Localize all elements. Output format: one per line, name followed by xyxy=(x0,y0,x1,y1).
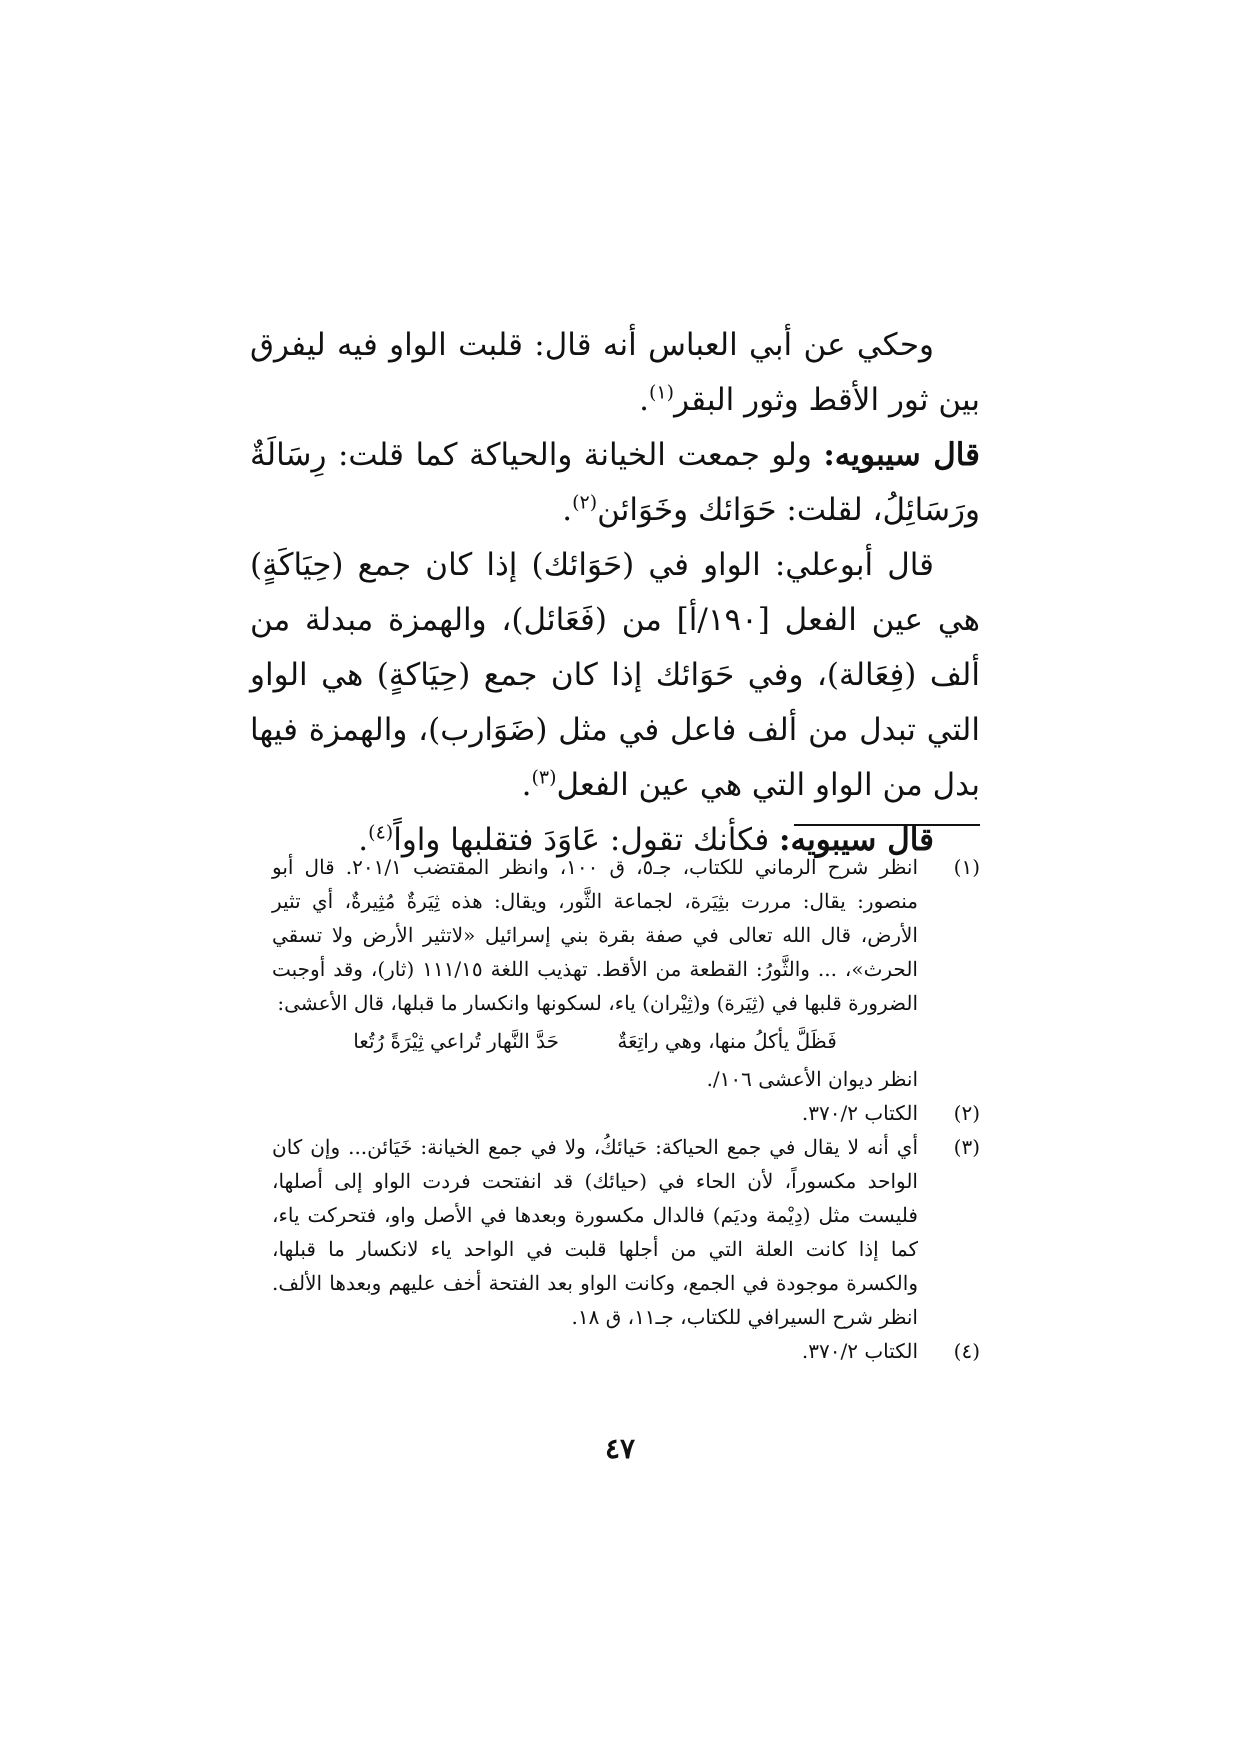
footnote-ref-2: (٢) xyxy=(572,491,598,514)
paragraph-1 xyxy=(250,318,980,428)
paragraph-1-text: وحكي عن أبي العباس أنه قال: قلبت الواو فيه ليفرق بين ثور الأقط وثور البقر xyxy=(250,327,980,418)
paragraph-2-lead: قال سيبويه: xyxy=(823,437,980,473)
paragraph-4-lead: قال سيبويه: xyxy=(779,822,934,858)
footnote-ref-3: (٣) xyxy=(531,766,557,789)
footnote-ref-1: (١) xyxy=(649,381,675,404)
verse-first-hemistich: فَظَلَّ يأكلُ منها، وهي راتِعَةٌ xyxy=(617,1029,837,1053)
footnote-3 xyxy=(272,1130,980,1334)
footnote-4-text: الكتاب ٣٧٠/٢. xyxy=(801,1339,918,1363)
paragraph-2 xyxy=(250,428,980,538)
main-text xyxy=(250,318,980,868)
footnote-1 xyxy=(272,850,980,1096)
paragraph-3-end: . xyxy=(521,767,532,803)
footnote-separator xyxy=(794,824,980,826)
verse-second-hemistich: حَدَّ النَّهار تُراعي ثِيْرَةً رُتُعا xyxy=(353,1029,559,1053)
paragraph-4-text: فكأنك تقول: عَاوَدَ فتقلبها واواً xyxy=(393,822,770,858)
page-number: ٤٧ xyxy=(604,1432,636,1465)
footnote-1-number: (١) xyxy=(953,855,980,879)
paragraph-3-text: قال أبوعلي: الواو في (حَوَائك) إذا كان جمع (حِيَاكَةٍ) هي عين الفعل [١٩٠/أ] من (فَعَائل)، والهمزة مبدلة من ألف (فِعَالة)، وفي حَوَائك إذا كان جمع (حِيَاكةٍ) هي الواو التي تبدل من ألف فاعل في مثل (ضَوَارب)، والهمزة فيها بدل من الواو التي هي عين الفعل xyxy=(250,547,980,803)
footnote-2 xyxy=(272,1096,980,1130)
footnote-2-text: الكتاب ٣٧٠/٢. xyxy=(801,1101,918,1125)
footnote-1-text: انظر شرح الرماني للكتاب، جـ٥، ق ١٠٠، وانظر المقتضب ٢٠١/١. قال أبو منصور: يقال: مررت بثِيَرة، لجماعة الثَّور، ويقال: هذه ثِيَرةٌ مُثِيرةٌ، أي تثير الأرض، قال الله تعالى في صفة بقرة بني إسرائيل «لاتثير الأرض ولا تسقي الحرث»، ... والثَّورُ: القطعة من الأقط. تهذيب اللغة ١١١/١٥ (ثار)، وقد أوجبت الضرورة قلبها في (ثِيَرة) و(ثِيْران) ياء، لسكونها وانكسار ما قبلها، قال الأعشى: xyxy=(272,855,919,1015)
footnote-1-body xyxy=(272,850,918,1096)
paragraph-2-text: ولو جمعت الخيانة والحياكة كما قلت: رِسَالَةٌ ورَسَائِلُ، لقلت: حَوَائك وخَوَائن xyxy=(250,437,980,528)
footnote-ref-4: (٤) xyxy=(368,821,394,844)
footnote-3-number: (٣) xyxy=(953,1135,980,1159)
paragraph-4-end: . xyxy=(358,822,369,858)
paragraph-3 xyxy=(250,538,980,813)
paragraph-1-end: . xyxy=(639,382,649,418)
paragraph-2-end: . xyxy=(562,492,573,528)
footnote-2-number: (٢) xyxy=(953,1101,980,1125)
footnote-1-source: انظر ديوان الأعشى ١٠٦/. xyxy=(706,1067,918,1091)
poetry-verse xyxy=(272,1024,918,1058)
footnote-3-text: أي أنه لا يقال في جمع الحياكة: حَيائكُ، ولا في جمع الخيانة: خَيَائن... وإن كان الواحد مكسوراً، لأن الحاء في (حيائك) قد انفتحت فردت الواو إلى أصلها، فليست مثل (دِيْمة وديَم) فالدال مكسورة وبعدها في الأصل واو، فتحركت ياء، كما إذا كانت العلة التي من أجلها قلبت في الواحد ياء لانكسار ما قبلها، والكسرة موجودة في الجمع، وكانت الواو بعد الفتحة أخف عليهم وبعدها الألف. انظر شرح السيرافي للكتاب، جـ١١، ق ١٨. xyxy=(272,1135,918,1329)
footnotes xyxy=(272,850,980,1368)
footnote-4-number: (٤) xyxy=(953,1339,980,1363)
footnote-4 xyxy=(272,1334,980,1368)
